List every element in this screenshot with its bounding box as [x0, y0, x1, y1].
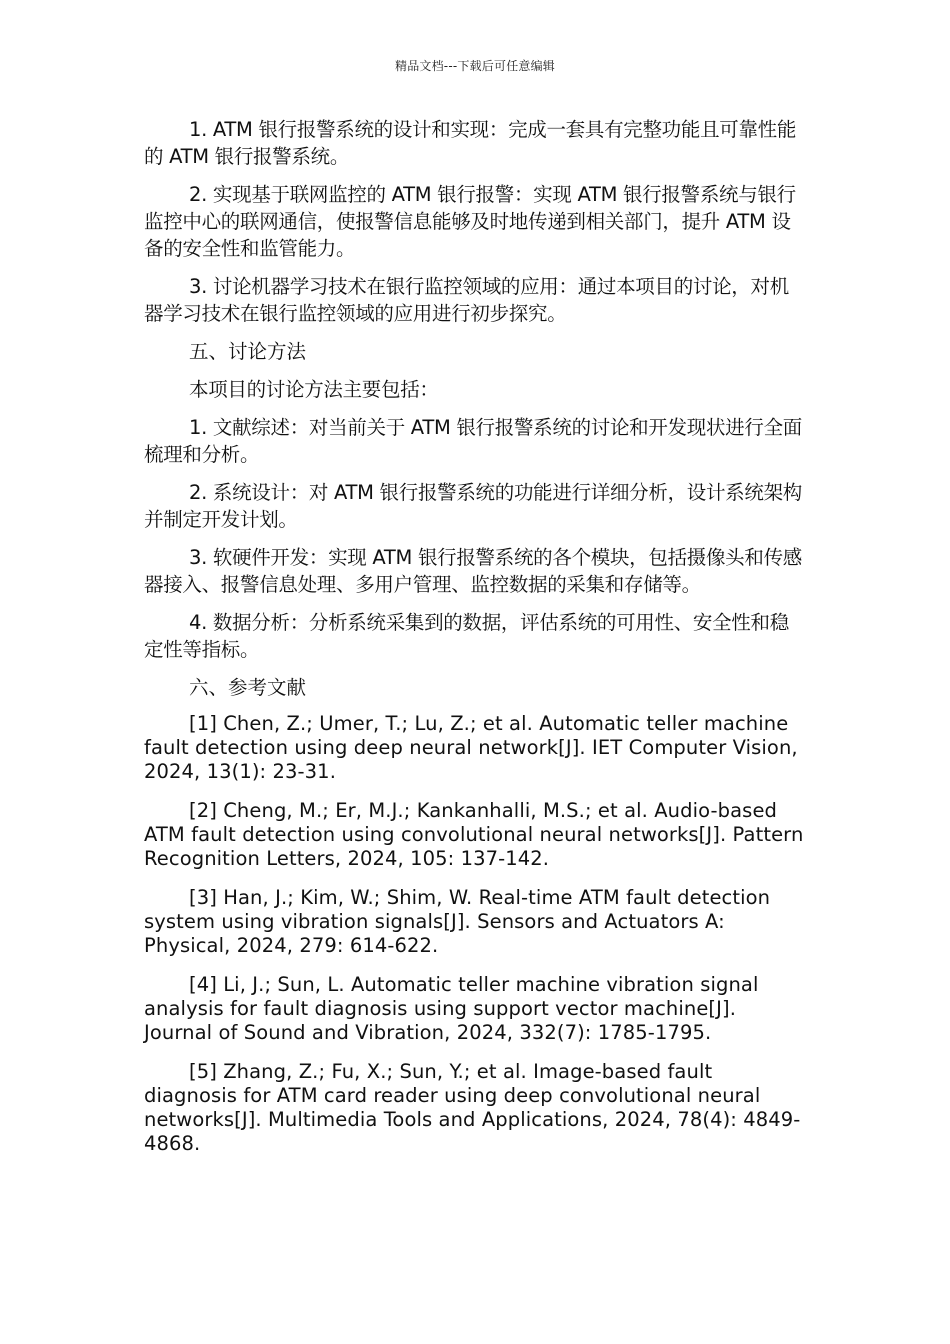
goal-paragraph-3: 3. 讨论机器学习技术在银行监控领域的应用：通过本项目的讨论，对机器学习技术在银行监控领域的应用进行初步探究。	[144, 275, 789, 325]
reference-2: [2] Cheng, M.; Er, M.J.; Kankanhalli, M.S.; et al. Audio-based ATM fault detection using convolutional neural networks[J]. Pattern Recognition Letters, 2024, 105: 137-142.	[144, 799, 804, 870]
section-5-intro: 本项目的讨论方法主要包括：	[189, 378, 439, 401]
section-6-heading: 六、参考文献	[189, 676, 307, 699]
method-item-3: 3. 软硬件开发：实现 ATM 银行报警系统的各个模块，包括摄像头和传感器接入、报警信息处理、多用户管理、监控数据的采集和存储等。	[144, 546, 802, 596]
reference-5: [5] Zhang, Z.; Fu, X.; Sun, Y.; et al. Image-based fault diagnosis for ATM card reader using deep convolutional neural networks[J]. Multimedia Tools and Applications, 2024, 78(4): 4849-4868.	[144, 1060, 801, 1155]
reference-4: [4] Li, J.; Sun, L. Automatic teller machine vibration signal analysis for fault diagnosis using support vector machine[J]. Journal of Sound and Vibration, 2024, 332(7): 1785-1795.	[144, 973, 759, 1044]
page-header: 精品文档---下载后可任意编辑	[395, 59, 555, 73]
goal-paragraph-2: 2. 实现基于联网监控的 ATM 银行报警：实现 ATM 银行报警系统与银行监控中心的联网通信，使报警信息能够及时地传递到相关部门，提升 ATM 设备的安全性和监管能力。	[144, 183, 796, 260]
method-item-1: 1. 文献综述：对当前关于 ATM 银行报警系统的讨论和开发现状进行全面梳理和分析。	[144, 416, 802, 466]
method-item-4: 4. 数据分析：分析系统采集到的数据，评估系统的可用性、安全性和稳定性等指标。	[144, 611, 789, 661]
section-5-heading: 五、讨论方法	[189, 340, 307, 363]
goal-paragraph-1: 1. ATM 银行报警系统的设计和实现：完成一套具有完整功能且可靠性能的 ATM 银行报警系统。	[144, 118, 797, 168]
reference-3: [3] Han, J.; Kim, W.; Shim, W. Real-time ATM fault detection system using vibration signals[J]. Sensors and Actuators A: Physical, 2024, 279: 614-622.	[144, 886, 771, 957]
method-item-2: 2. 系统设计：对 ATM 银行报警系统的功能进行详细分析，设计系统架构并制定开发计划。	[144, 481, 802, 531]
document-body	[144, 116, 808, 1171]
reference-1: [1] Chen, Z.; Umer, T.; Lu, Z.; et al. Automatic teller machine fault detection using deep neural network[J]. IET Computer Vision, 2024, 13(1): 23-31.	[144, 712, 798, 783]
